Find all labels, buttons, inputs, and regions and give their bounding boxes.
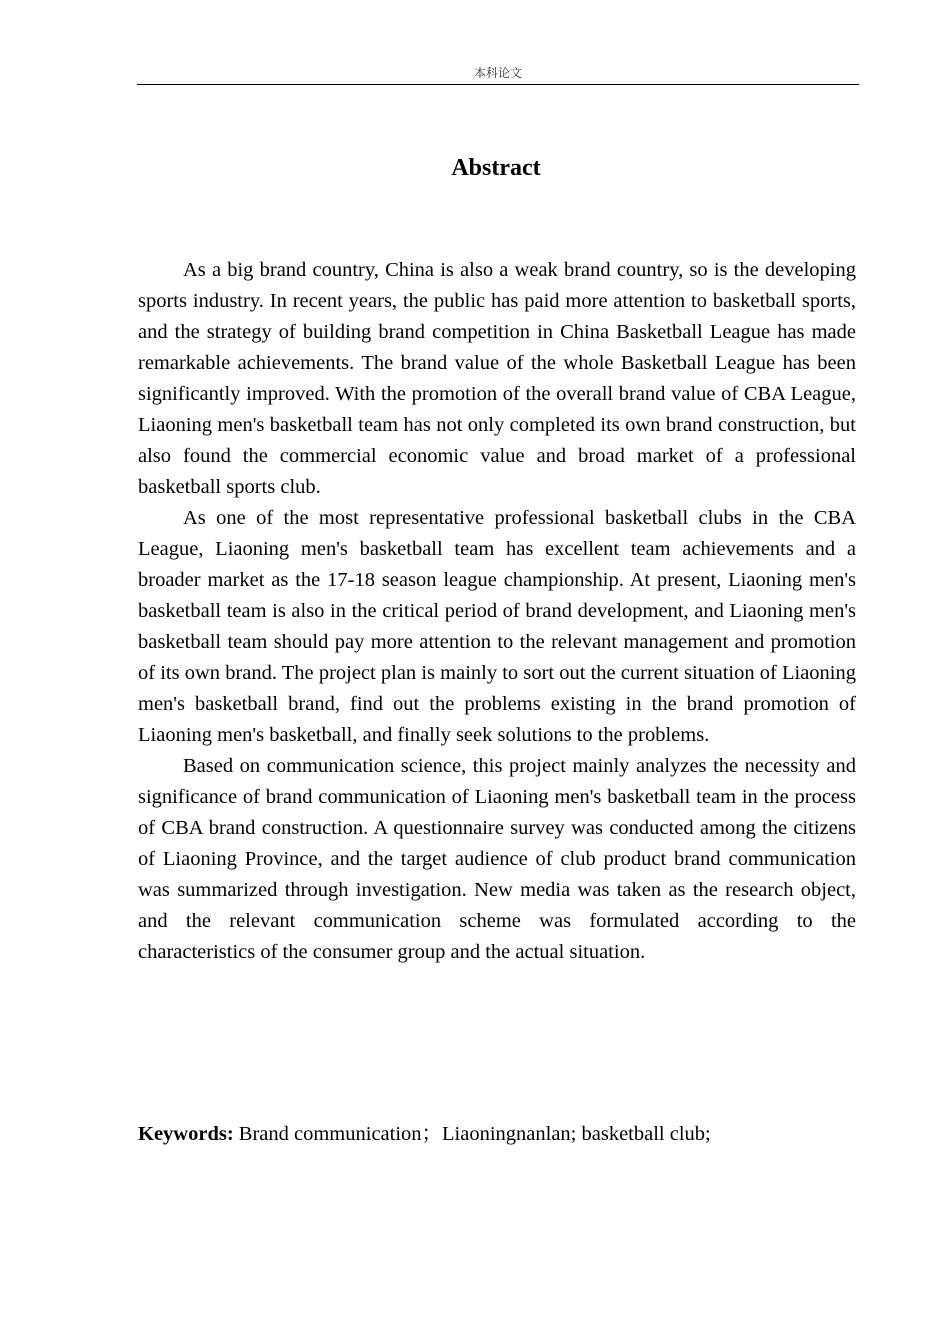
page-header	[137, 64, 859, 85]
abstract-paragraph-1: As a big brand country, China is also a weak brand country, so is the developing sports industry. In recent years, the public has paid more attention to basketball sports, and the strategy of building brand competition in China Basketball League has made remarkable achievements. The brand value of the whole Basketball League has been significantly improved. With the promotion of the overall brand value of CBA League, Liaoning men's basketball team has not only completed its own brand construction, but also found the commercial economic value and broad market of a professional basketball sports club.	[138, 259, 856, 498]
abstract-paragraph-2: As one of the most representative professional basketball clubs in the CBA League, Liaoning men's basketball team has excellent team achievements and a broader market as the 17-18 season league championship. At present, Liaoning men's basketball team is also in the critical period of brand development, and Liaoning men's basketball team should pay more attention to the relevant management and promotion of its own brand. The project plan is mainly to sort out the current situation of Liaoning men's basketball brand, find out the problems existing in the brand promotion of Liaoning men's basketball, and finally seek solutions to the problems.	[138, 507, 856, 746]
keywords-line	[138, 1119, 856, 1150]
keywords-text: Brand communication；Liaoningnanlan; basketball club;	[233, 1123, 711, 1145]
keywords-label: Keywords:	[138, 1123, 234, 1145]
abstract-paragraph-3: Based on communication science, this project mainly analyzes the necessity and significance of brand communication of Liaoning men's basketball team in the process of CBA brand construction. A questionnaire survey was conducted among the citizens of Liaoning Province, and the target audience of club product brand communication was summarized through investigation. New media was taken as the research object, and the relevant communication scheme was formulated according to the characteristics of the consumer group and the actual situation.	[138, 755, 856, 963]
abstract-title: Abstract	[451, 155, 541, 181]
abstract-body	[138, 255, 856, 968]
header-text: 本科论文	[473, 66, 522, 80]
